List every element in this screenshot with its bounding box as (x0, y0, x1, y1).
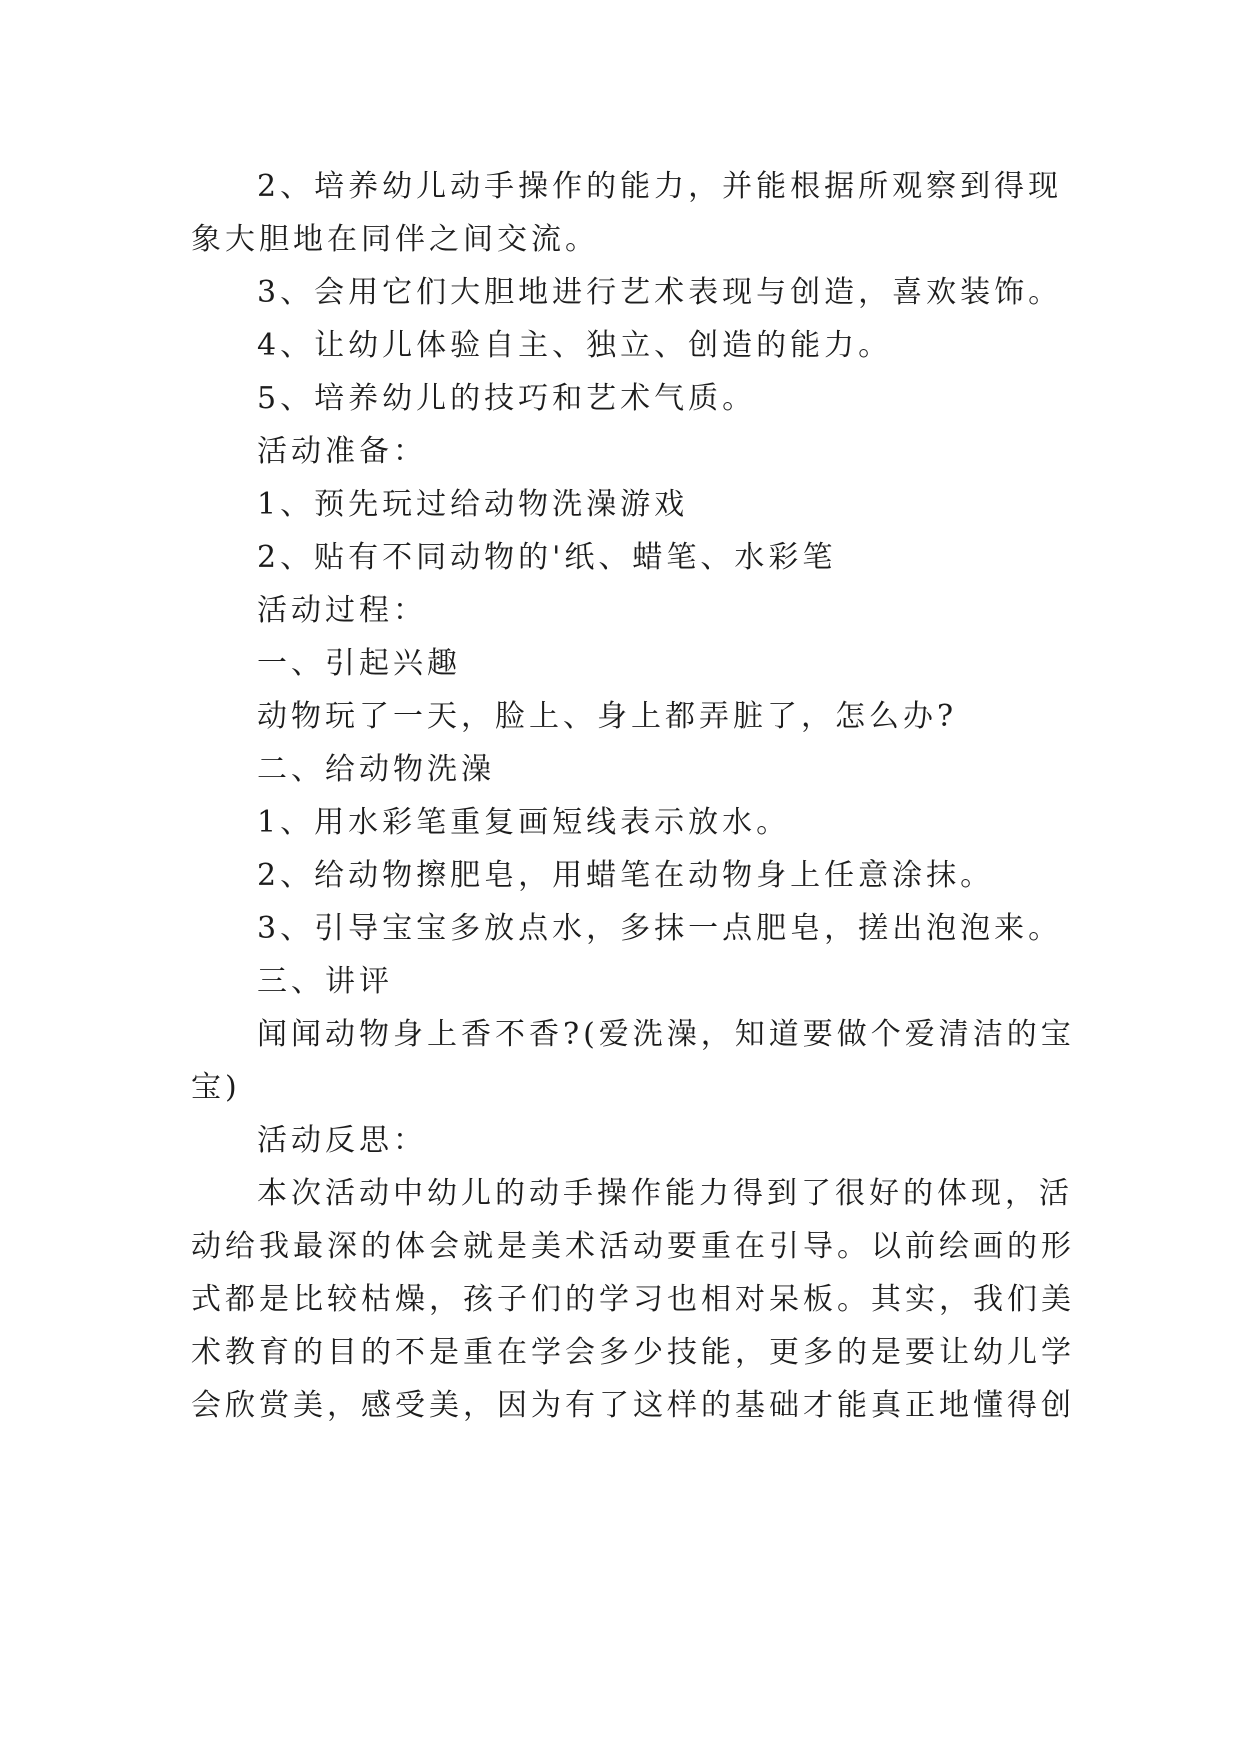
text-line: 术教育的目的不是重在学会多少技能，更多的是要让幼儿学 (191, 1335, 1075, 1370)
paragraph (191, 743, 1053, 796)
text-line: 活动过程： (257, 593, 427, 628)
text-line: 2、给动物擦肥皂，用蜡笔在动物身上任意涂抹。 (257, 858, 995, 893)
text-line: 三、讲评 (257, 964, 393, 999)
text-line: 3、引导宝宝多放点水，多抹一点肥皂，搓出泡泡来。 (257, 911, 1063, 946)
text-line: 动给我最深的体会就是美术活动要重在引导。以前绘画的形 (191, 1229, 1075, 1264)
text-line: 3、会用它们大胆地进行艺术表现与创造，喜欢装饰。 (257, 275, 1063, 310)
text-line: 闻闻动物身上香不香?(爱洗澡，知道要做个爱清洁的宝 (257, 1017, 1075, 1052)
paragraph (191, 266, 1063, 319)
paragraph (191, 584, 1053, 637)
text-line: 动物玩了一天，脸上、身上都弄脏了，怎么办? (257, 699, 958, 734)
text-line: 2、培养幼儿动手操作的能力，并能根据所观察到得现 (257, 169, 1063, 204)
paragraph (191, 637, 1053, 690)
paragraph (191, 372, 1053, 425)
text-line: 1、用水彩笔重复画短线表示放水。 (257, 805, 791, 840)
document-body (191, 160, 1075, 1432)
text-line: 4、让幼儿体验自主、独立、创造的能力。 (257, 328, 893, 363)
paragraph (191, 955, 1053, 1008)
text-line: 会欣赏美，感受美，因为有了这样的基础才能真正地懂得创 (191, 1388, 1075, 1423)
text-line: 宝) (191, 1070, 241, 1105)
text-line: 式都是比较枯燥，孩子们的学习也相对呆板。其实，我们美 (191, 1282, 1075, 1317)
paragraph (191, 849, 1053, 902)
paragraph (191, 690, 1053, 743)
text-line: 二、给动物洗澡 (257, 752, 495, 787)
text-line: 2、贴有不同动物的'纸、蜡笔、水彩笔 (257, 540, 837, 575)
paragraph (191, 478, 1053, 531)
paragraph (191, 425, 1053, 478)
text-line: 一、引起兴趣 (257, 646, 461, 681)
paragraph (191, 1114, 1053, 1167)
text-line: 5、培养幼儿的技巧和艺术气质。 (257, 381, 757, 416)
text-line: 1、预先玩过给动物洗澡游戏 (257, 487, 689, 522)
paragraph (191, 319, 1053, 372)
text-line: 活动反思： (257, 1123, 427, 1158)
text-line: 本次活动中幼儿的动手操作能力得到了很好的体现，活 (257, 1176, 1073, 1211)
text-line: 活动准备： (257, 434, 427, 469)
paragraph (191, 796, 1053, 849)
paragraph (191, 531, 1053, 584)
paragraph (191, 160, 1063, 266)
paragraph (191, 902, 1063, 955)
text-line: 象大胆地在同伴之间交流。 (191, 222, 599, 257)
paragraph (191, 1008, 1075, 1114)
paragraph (191, 1167, 1075, 1432)
